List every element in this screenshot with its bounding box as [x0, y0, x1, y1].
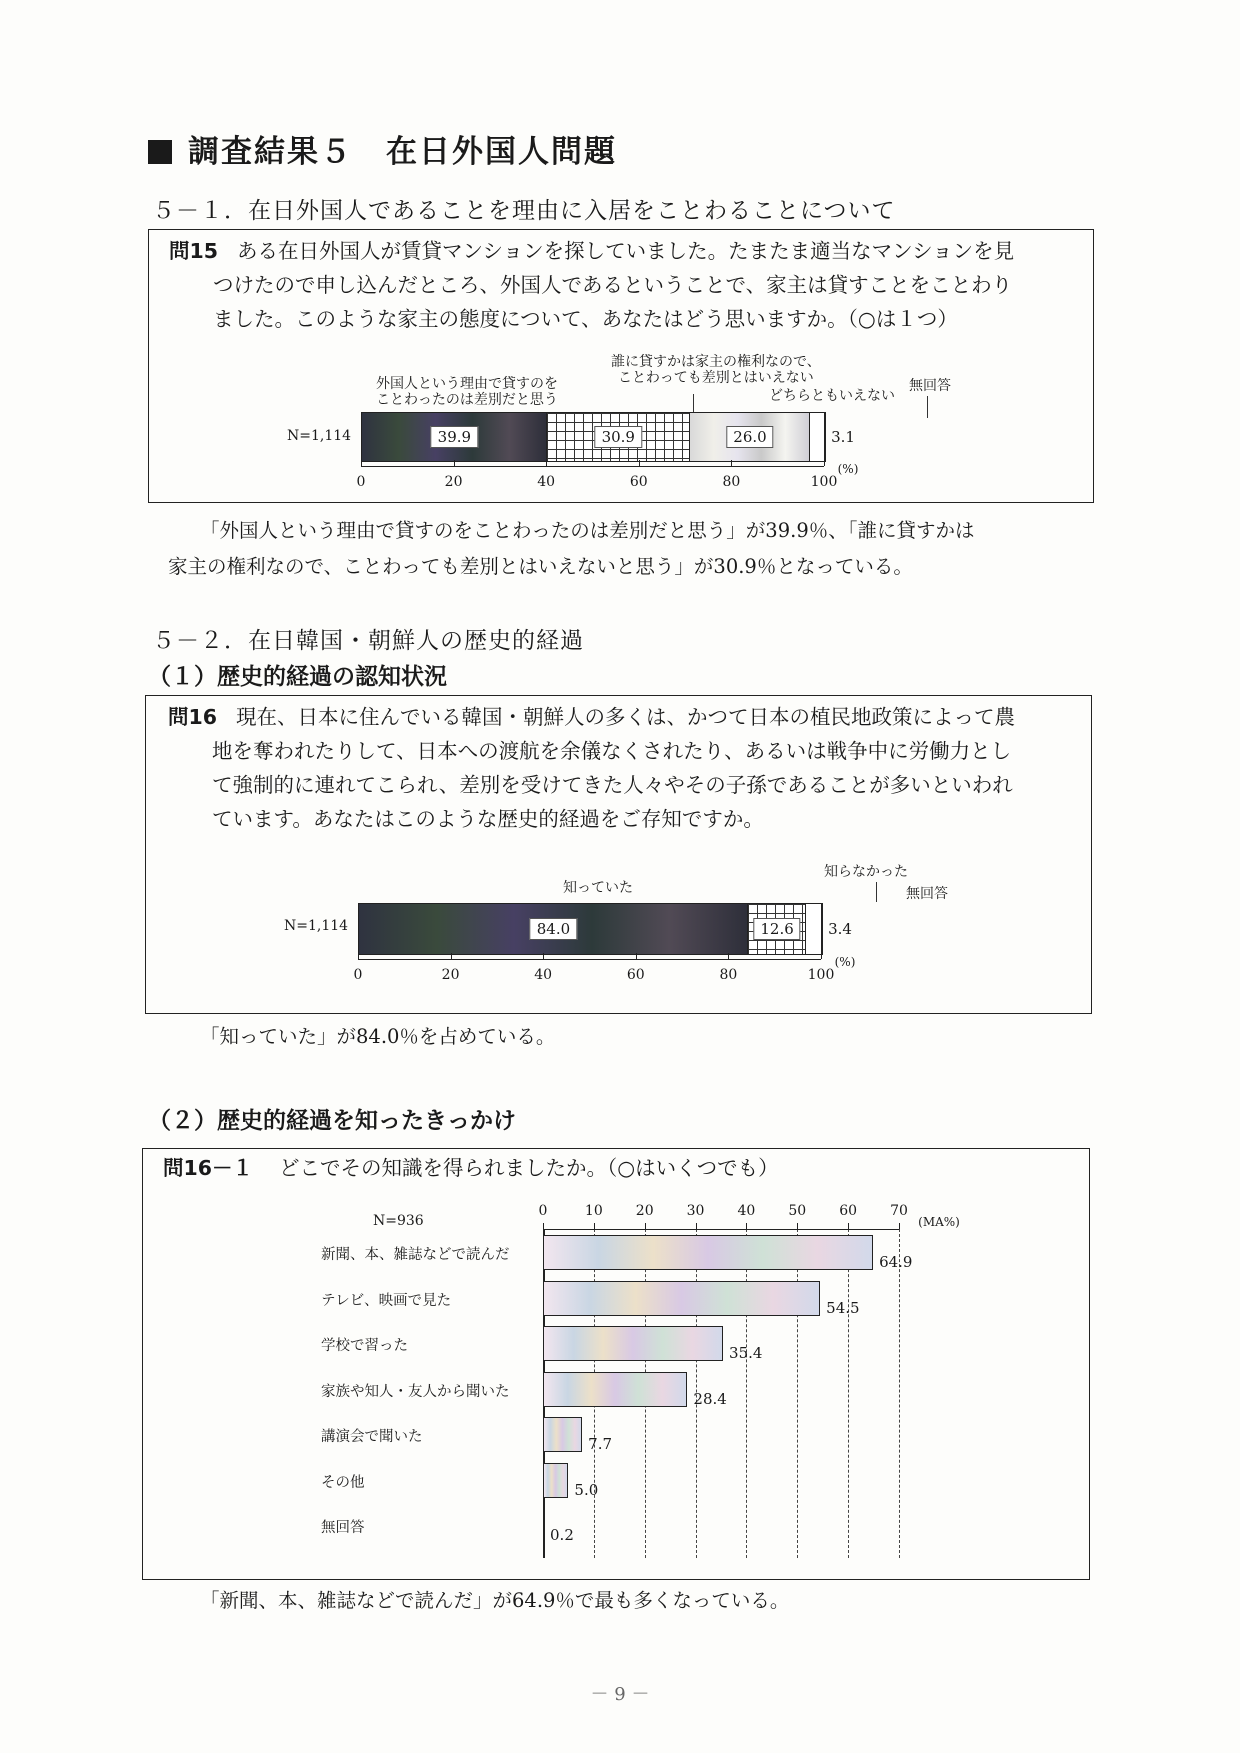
tick-label: 40 [737, 1203, 756, 1219]
tick-label: 20 [635, 1203, 654, 1219]
paragraph-5-1-line1: 「外国人という理由で貸すのをことわったのは差別だと思う」が39.9％、「誰に貸すかは [200, 519, 975, 542]
section-title: 調査結果５ 在日外国人問題 [148, 126, 617, 171]
chart1-label-1: 外国人という理由で貸すのを ことわったのは差別だと思う [376, 376, 558, 408]
axis-unit: (%) [834, 955, 856, 969]
question-16-text: 現在、日本に住んでいる韓国・朝鮮人の多くは、かつて日本の植民地政策によって農 [236, 705, 1015, 729]
gridline [848, 1229, 849, 1558]
tick-label: 60 [626, 967, 645, 983]
chart1-axis [356, 462, 859, 496]
data-label: 5.0 [574, 1480, 599, 1499]
question-15-text: ある在日外国人が賃貸マンションを探していました。たまたま適当なマンションを見 [237, 239, 1015, 263]
data-label: 0.2 [550, 1526, 574, 1544]
data-label: 3.4 [828, 920, 852, 938]
axis-tick [728, 953, 729, 959]
question-box-15 [148, 229, 1094, 503]
question-16-text-cont: 地を奪われたりして、日本への渡航を余儀なくされたり、あるいは戦争中に労働力とし て強制的に連れてこられ、差別を受けてきた人々やその子孫であることが多いといわれ ています。あなたはこのような歴史的経過をご存知ですか。 [212, 739, 1013, 831]
chart3-n-label: N=936 [373, 1213, 424, 1229]
tick-label: 40 [537, 474, 556, 490]
question-15-number: 問15 [169, 239, 219, 263]
chart2-axis [353, 955, 856, 989]
chart1-label-4: 無回答 [909, 378, 951, 394]
bar [543, 1417, 582, 1452]
chart1-stacked-bar [361, 412, 855, 462]
subheading-5-2-1: （１）歴史的経過の認知状況 [148, 664, 447, 690]
tick-label: 50 [788, 1203, 807, 1219]
question-box-16 [145, 695, 1092, 1014]
data-label: 12.6 [753, 918, 800, 940]
chart2-label-1: 知っていた [563, 880, 633, 896]
gridline [797, 1229, 798, 1558]
data-label: 26.0 [726, 426, 773, 448]
axis-tick [543, 953, 544, 959]
axis-tick [639, 460, 640, 466]
tick-label: 60 [629, 474, 648, 490]
axis-unit: (MA%) [918, 1215, 960, 1229]
data-label: 64.9 [879, 1253, 913, 1271]
data-label: 84.0 [530, 918, 577, 940]
gridline [746, 1229, 747, 1558]
tick-label: 70 [890, 1203, 908, 1219]
square-bullet-icon [148, 140, 172, 164]
tick-label: 0 [356, 474, 366, 490]
bar [543, 1326, 723, 1361]
data-label: 35.4 [729, 1344, 763, 1362]
axis-tick [361, 460, 362, 466]
tick-label: 0 [353, 967, 363, 983]
axis-tick [451, 953, 452, 959]
page-number: － 9 － [590, 1684, 650, 1705]
subheading-5-2-2: （２）歴史的経過を知ったきっかけ [148, 1108, 516, 1134]
chart2-label-3: 無回答 [906, 886, 948, 902]
chart2-n-label: N=1,114 [284, 918, 349, 934]
data-label: 54.5 [826, 1298, 860, 1317]
tick-label: 100 [810, 474, 838, 490]
chart1-label-3: どちらともいえない [769, 388, 895, 404]
bar [543, 1372, 687, 1407]
data-label: 7.7 [588, 1435, 613, 1453]
paragraph-5-2-2: 「新聞、本、雑誌などで読んだ」が64.9％で最も多くなっている。 [200, 1589, 790, 1612]
tick-label: 80 [719, 967, 738, 983]
stacked-segment [810, 413, 824, 461]
question-15-text-cont: つけたので申し込んだところ、外国人であるということで、家主は貸すことをことわり ました。このような家主の態度について、あなたはどう思いますか。（○は１つ） [213, 273, 1013, 331]
tick-label: 20 [441, 967, 460, 983]
bar [543, 1235, 873, 1270]
question-box-16-1 [142, 1148, 1090, 1580]
category-label: 新聞、本、雑誌などで読んだ [321, 1247, 510, 1263]
gridline [899, 1229, 900, 1558]
question-16-number: 問16 [168, 705, 218, 729]
bar [543, 1463, 568, 1498]
axis-unit: (%) [837, 462, 859, 476]
data-label: 30.9 [595, 426, 642, 448]
chart2-stacked-bar [358, 903, 852, 955]
axis-tick [546, 460, 547, 466]
chart1-n-label: N=1,114 [287, 428, 352, 444]
chart1-label-2: 誰に貸すかは家主の権利なので、 ことわっても差別とはいえない [611, 354, 821, 386]
axis-tick [636, 953, 637, 959]
tick-label: 20 [444, 474, 463, 490]
chart3-bar-chart [143, 1149, 1089, 1579]
category-label: 講演会で聞いた [321, 1429, 423, 1445]
heading-5-1: ５－１．在日外国人であることを理由に入居をことわることについて [152, 198, 896, 224]
data-label: 39.9 [431, 426, 478, 448]
axis-line [361, 466, 824, 467]
tick-label: 60 [839, 1203, 858, 1219]
category-label: 家族や知人・友人から聞いた [321, 1383, 510, 1400]
stacked-segment [806, 904, 822, 954]
question-16-1-number: 問16－１ [163, 1156, 254, 1180]
axis-tick [821, 953, 822, 959]
paragraph-5-2-1: 「知っていた」が84.0％を占めている。 [200, 1025, 556, 1048]
axis-tick [358, 953, 359, 959]
category-label: テレビ、映画で見た [321, 1292, 452, 1309]
axis-tick [731, 460, 732, 466]
axis-line [358, 959, 821, 960]
leader-line [927, 396, 928, 418]
tick-label: 80 [722, 474, 741, 490]
tick-label: 40 [534, 967, 553, 983]
category-label: 無回答 [321, 1520, 365, 1536]
data-label: 28.4 [693, 1389, 727, 1408]
category-label: その他 [321, 1474, 365, 1491]
tick-label: 30 [686, 1203, 705, 1219]
paragraph-5-1-line2: 家主の権利なので、ことわっても差別とはいえないと思う」が30.9％となっている。 [168, 555, 913, 578]
bar [543, 1281, 820, 1316]
axis-line [543, 1229, 899, 1230]
tick-label: 100 [807, 967, 835, 983]
heading-5-2: ５－２．在日韓国・朝鮮人の歴史的経過 [152, 628, 584, 654]
tick-label: 10 [584, 1203, 603, 1219]
axis-tick [824, 460, 825, 466]
data-label: 3.1 [831, 428, 855, 446]
chart2-label-2: 知らなかった [824, 864, 908, 880]
category-label: 学校で習った [321, 1338, 408, 1354]
axis-tick [454, 460, 455, 466]
question-16-1-text: どこでその知識を得られましたか。（○はいくつでも） [279, 1156, 779, 1180]
leader-line [876, 882, 877, 902]
tick-label: 0 [538, 1203, 548, 1219]
